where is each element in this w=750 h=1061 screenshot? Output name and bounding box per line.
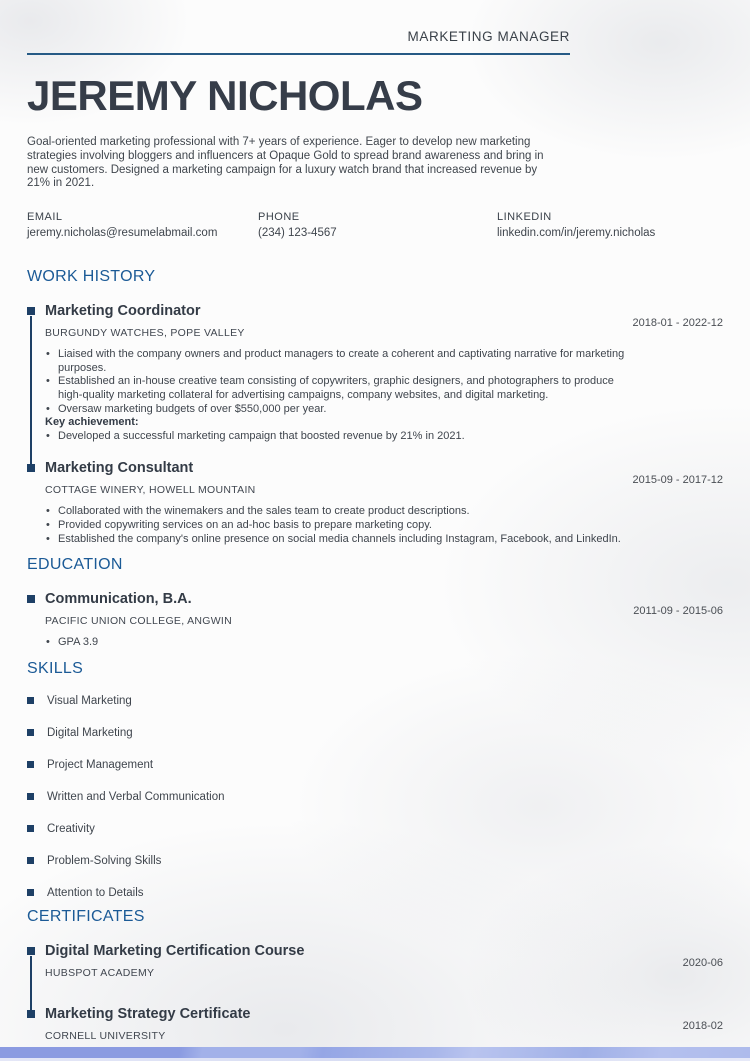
timeline-square-marker xyxy=(27,947,35,955)
skill-label: Attention to Details xyxy=(47,886,144,899)
skill-item xyxy=(27,695,723,707)
square-bullet-icon xyxy=(27,825,34,832)
email-value: jeremy.nicholas@resumelabmail.com xyxy=(27,227,218,240)
job-role: Marketing Coordinator xyxy=(45,303,201,320)
skill-item xyxy=(27,855,723,867)
skills-list xyxy=(27,695,723,899)
section-heading-work-history: WORK HISTORY xyxy=(27,268,156,286)
section-heading-education: EDUCATION xyxy=(27,556,123,574)
skill-label: Project Management xyxy=(47,758,154,771)
skill-label: Digital Marketing xyxy=(47,726,133,739)
footer-accent-bar xyxy=(0,1047,750,1061)
key-achievement-bullet: • Developed a successful marketing campaign that boosted revenue by 21% in 2021. xyxy=(45,430,635,444)
position-title: MARKETING MANAGER xyxy=(407,29,570,44)
linkedin-value: linkedin.com/in/jeremy.nicholas xyxy=(497,227,656,240)
section-heading-skills: SKILLS xyxy=(27,659,84,677)
skill-label: Visual Marketing xyxy=(47,694,132,707)
education-bullet: • GPA 3.9 xyxy=(45,636,635,650)
job-company: COTTAGE WINERY, HOWELL MOUNTAIN xyxy=(45,484,256,497)
contact-email xyxy=(27,211,258,239)
certificate-issuer: HUBSPOT ACADEMY xyxy=(45,966,155,979)
job-bullet: • Liaised with the company owners and product managers to create a coherent and captivating narrative for marketing purposes. xyxy=(45,348,635,375)
job-dates: 2015-09 - 2017-12 xyxy=(632,474,723,487)
key-achievement-label: Key achievement: xyxy=(45,416,139,429)
skill-item xyxy=(27,759,723,771)
job-bullet: • Established the company's online presence on social media channels including Instagram, Facebook, and LinkedIn. xyxy=(45,533,635,547)
contact-row xyxy=(27,211,723,239)
skill-item xyxy=(27,887,723,899)
skill-label: Problem-Solving Skills xyxy=(47,854,162,867)
certificate-name: Digital Marketing Certification Course xyxy=(45,942,305,959)
work-entry xyxy=(27,461,723,546)
education-entry xyxy=(27,592,723,650)
job-bullet: • Collaborated with the winemakers and the sales team to create product descriptions. xyxy=(45,505,635,519)
job-bullet: • Established an in-house creative team consisting of copywriters, graphic designers, and photographers to produce high-quality marketing collateral for advertising campaigns, company websites, and digital marketing. xyxy=(45,375,635,402)
summary-text: Goal-oriented marketing professional with 7+ years of experience. Eager to develop new marketing strategies involving bloggers and influencers at Opaque Gold to spread brand awareness and bring in new customers. Designed a marketing campaign for a luxury watch brand that increased revenue by 21% in 2021. xyxy=(27,136,544,190)
square-bullet-icon xyxy=(27,793,34,800)
job-company: BURGUNDY WATCHES, POPE VALLEY xyxy=(45,327,245,340)
section-heading-certificates: CERTIFICATES xyxy=(27,907,145,925)
footer-accent-bar-main xyxy=(0,1047,750,1058)
phone-label: PHONE xyxy=(258,211,300,224)
certificate-entry xyxy=(27,1007,723,1042)
skill-item xyxy=(27,791,723,803)
contact-phone xyxy=(258,211,497,239)
certificate-date: 2018-02 xyxy=(682,1019,723,1032)
education-bullet-list xyxy=(45,636,635,650)
job-bullet: • Provided copywriting services on an ad-hoc basis to prepare marketing copy. xyxy=(45,519,635,533)
timeline-square-marker xyxy=(27,595,35,603)
education-dates: 2011-09 - 2015-06 xyxy=(633,605,723,618)
job-bullet: • Oversaw marketing budgets of over $550,000 per year. xyxy=(45,403,635,417)
square-bullet-icon xyxy=(27,697,34,704)
timeline-square-marker xyxy=(27,1010,35,1018)
phone-value: (234) 123-4567 xyxy=(258,227,337,240)
certificate-issuer: CORNELL UNIVERSITY xyxy=(45,1029,166,1042)
skill-item xyxy=(27,823,723,835)
square-bullet-icon xyxy=(27,857,34,864)
certificate-name: Marketing Strategy Certificate xyxy=(45,1005,251,1022)
email-label: EMAIL xyxy=(27,211,63,224)
certificate-entry xyxy=(27,944,723,979)
key-achievement-list xyxy=(45,430,635,444)
timeline-square-marker xyxy=(27,307,35,315)
page-title: JEREMY NICHOLAS xyxy=(27,72,423,119)
contact-linkedin xyxy=(497,211,723,239)
square-bullet-icon xyxy=(27,729,34,736)
work-entry xyxy=(27,304,723,443)
job-bullet-list xyxy=(45,505,635,546)
skill-item xyxy=(27,727,723,739)
square-bullet-icon xyxy=(27,761,34,768)
job-bullet-list xyxy=(45,348,635,416)
linkedin-label: LINKEDIN xyxy=(497,211,552,224)
skill-label: Written and Verbal Communication xyxy=(47,790,225,803)
school-name: PACIFIC UNION COLLEGE, ANGWIN xyxy=(45,615,233,628)
timeline-square-marker xyxy=(27,464,35,472)
timeline-connector xyxy=(30,316,32,466)
skill-label: Creativity xyxy=(47,822,95,835)
degree-name: Communication, B.A. xyxy=(45,591,192,608)
certificate-date: 2020-06 xyxy=(682,956,723,969)
job-role: Marketing Consultant xyxy=(45,460,194,477)
job-dates: 2018-01 - 2022-12 xyxy=(632,317,723,330)
header-rule xyxy=(27,53,570,55)
timeline-connector xyxy=(30,956,32,1011)
square-bullet-icon xyxy=(27,889,34,896)
